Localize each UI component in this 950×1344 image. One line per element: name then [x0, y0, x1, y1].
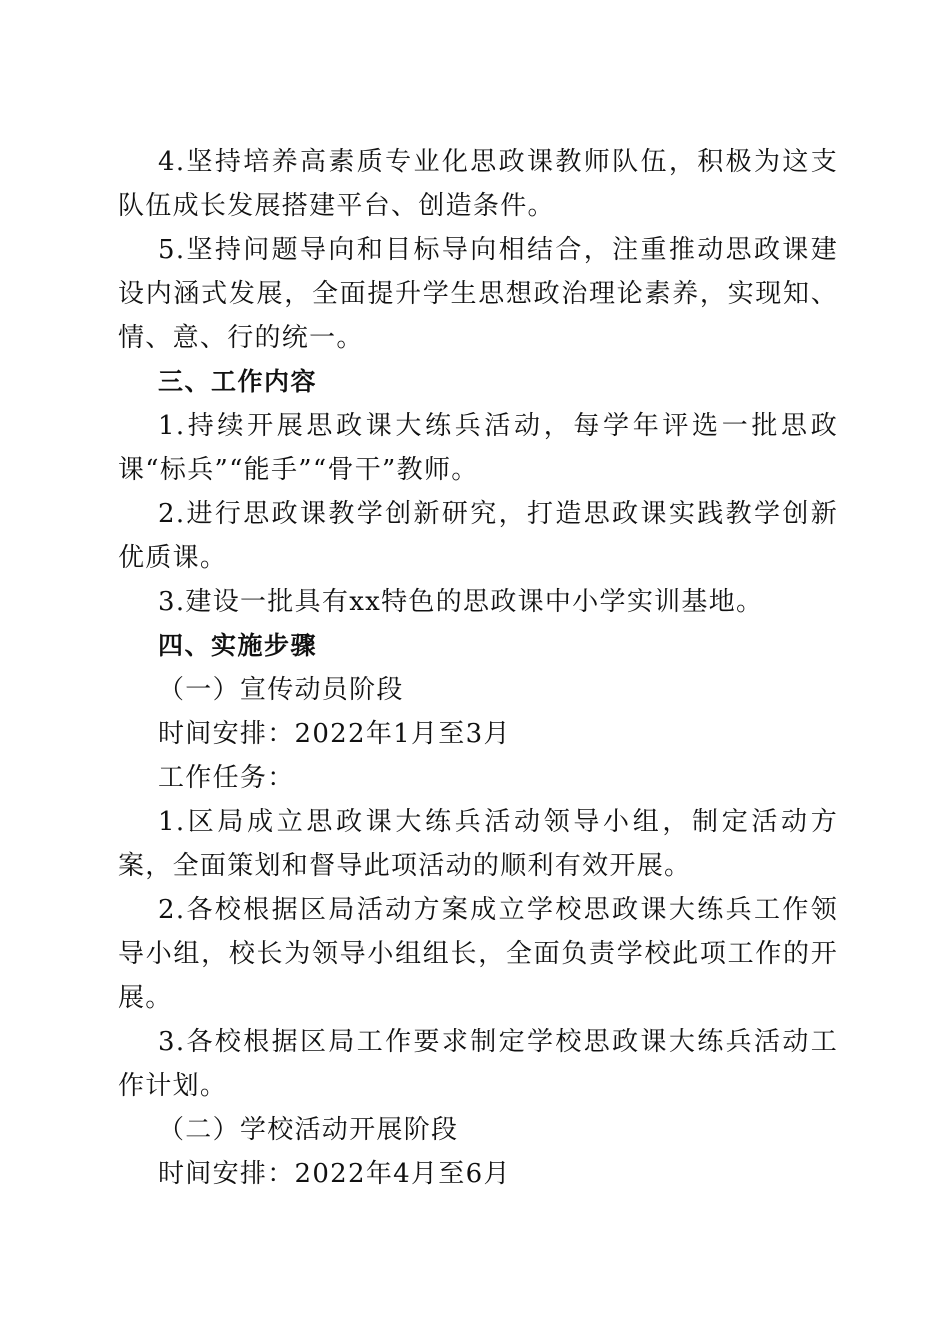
time-schedule-2: 时间安排：2022年4月至6月 [158, 1159, 511, 1189]
task-item-1: 1.区局成立思政课大练兵活动领导小组，制定活动方案，全面策划和督导此项活动的顺利有效开展。 [118, 807, 838, 881]
section-heading-steps: 四、实施步骤 [158, 631, 318, 660]
section-heading-work-content: 三、工作内容 [158, 367, 318, 396]
work-tasks-label: 工作任务： [158, 763, 295, 793]
task-item-2: 2.各校根据区局活动方案成立学校思政课大练兵工作领导小组，校长为领导小组组长，全面负责学校此项工作的开展。 [118, 895, 838, 1013]
paragraph-content-2: 2.进行思政课教学创新研究，打造思政课实践教学创新优质课。 [118, 499, 838, 573]
task-item-3: 3.各校根据区局工作要求制定学校思政课大练兵活动工作计划。 [118, 1027, 838, 1101]
paragraph-content-3: 3.建设一批具有xx特色的思政课中小学实训基地。 [158, 587, 764, 617]
document-body [118, 140, 838, 1196]
subheading-publicity-stage: （一）宣传动员阶段 [158, 675, 404, 705]
paragraph-item-5: 5.坚持问题导向和目标导向相结合，注重推动思政课建设内涵式发展，全面提升学生思想政治理论素养，实现知、情、意、行的统一。 [118, 235, 838, 353]
paragraph-item-4: 4.坚持培养高素质专业化思政课教师队伍，积极为这支队伍成长发展搭建平台、创造条件。 [118, 147, 838, 221]
paragraph-content-1: 1.持续开展思政课大练兵活动，每学年评选一批思政课“标兵”“能手”“骨干”教师。 [118, 411, 838, 485]
time-schedule-1: 时间安排：2022年1月至3月 [158, 719, 511, 749]
subheading-school-stage: （二）学校活动开展阶段 [158, 1115, 459, 1145]
